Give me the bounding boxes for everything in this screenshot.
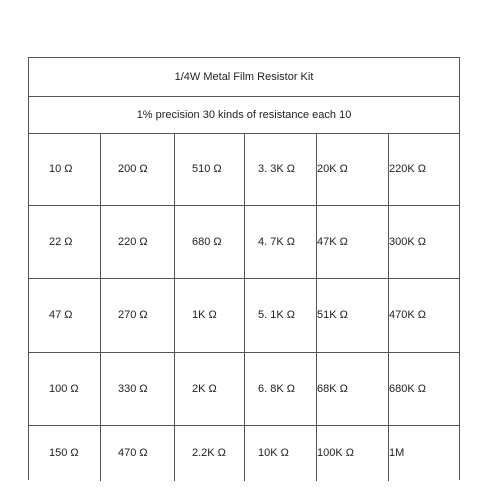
resistance-cell: 680 Ω <box>192 235 222 248</box>
resistance-cell: 47K Ω <box>317 235 348 248</box>
resistance-cell: 10K Ω <box>258 447 289 459</box>
resistance-cell: 1K Ω <box>192 309 217 321</box>
resistor-kit-table <box>28 57 460 480</box>
resistance-cell: 270 Ω <box>118 309 148 321</box>
resistance-cell: 470 Ω <box>118 447 148 459</box>
kit-title: 1/4W Metal Film Resistor Kit <box>29 58 459 97</box>
resistance-cell: 1M <box>389 447 405 459</box>
resistance-cell: 51K Ω <box>317 309 348 321</box>
resistance-grid <box>29 133 459 481</box>
resistance-cell: 4. 7K Ω <box>258 235 295 248</box>
resistance-cell: 470K Ω <box>389 309 426 321</box>
resistance-cell: 10 Ω <box>49 163 73 175</box>
resistance-cell: 330 Ω <box>118 382 148 395</box>
resistance-cell: 100 Ω <box>49 382 79 395</box>
resistance-cell: 2.2K Ω <box>192 447 226 459</box>
resistance-cell: 6. 8K Ω <box>258 382 295 395</box>
kit-subtitle: 1% precision 30 kinds of resistance each 10 <box>29 96 459 134</box>
resistance-cell: 220K Ω <box>389 163 426 175</box>
resistance-cell: 680K Ω <box>389 382 426 395</box>
resistance-cell: 68K Ω <box>317 382 348 395</box>
resistance-cell: 510 Ω <box>192 163 222 175</box>
resistance-cell: 47 Ω <box>49 309 73 321</box>
resistance-cell: 5. 1K Ω <box>258 309 295 321</box>
resistance-cell: 100K Ω <box>317 447 354 459</box>
resistance-cell: 2K Ω <box>192 382 217 395</box>
resistance-cell: 22 Ω <box>49 235 73 248</box>
resistance-cell: 300K Ω <box>389 235 426 248</box>
resistance-cell: 200 Ω <box>118 163 148 175</box>
resistance-cell: 20K Ω <box>317 163 348 175</box>
resistance-cell: 220 Ω <box>118 235 148 248</box>
resistance-cell: 150 Ω <box>49 447 79 459</box>
resistance-cell: 3. 3K Ω <box>258 163 295 175</box>
